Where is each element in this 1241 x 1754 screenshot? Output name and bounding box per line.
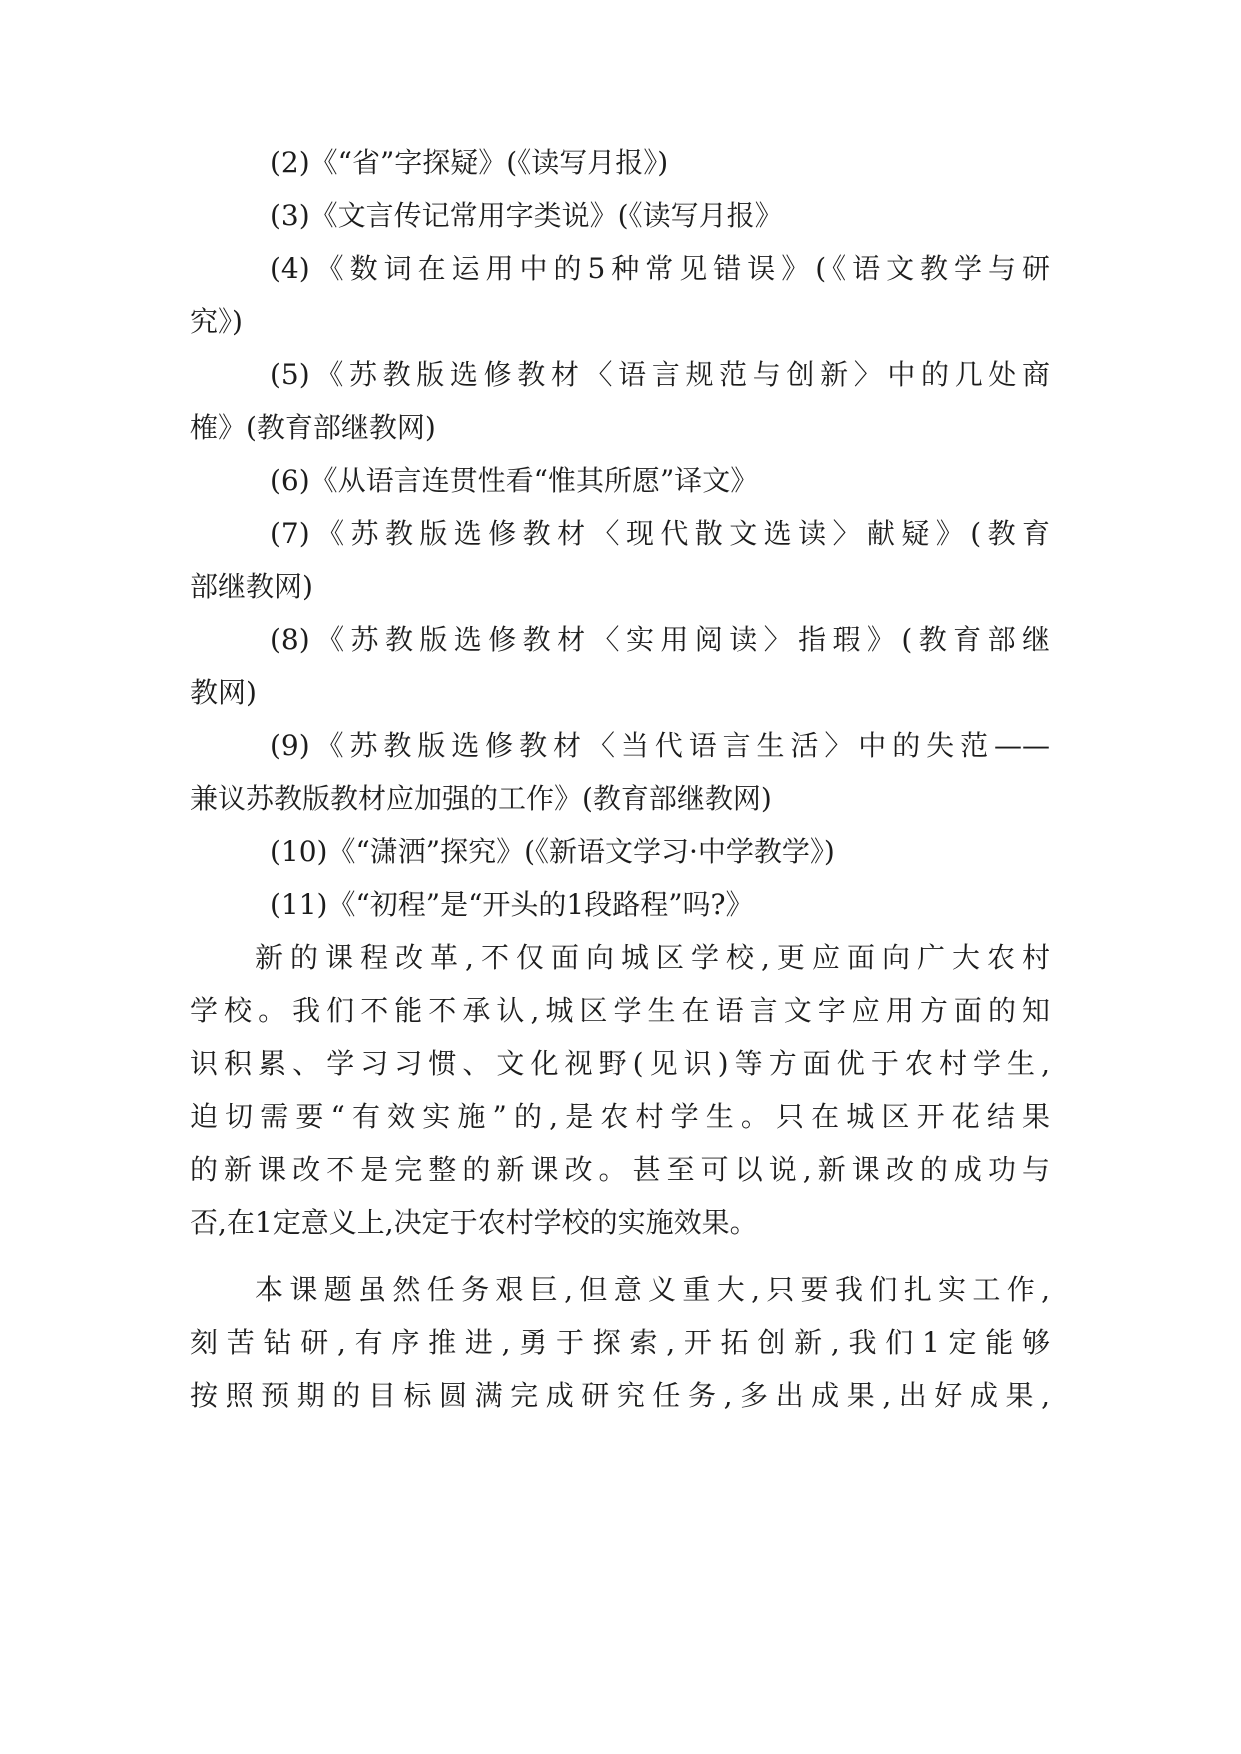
reading-list-item-line: (4)《数词在运用中的5种常见错误》(《语文教学与研 <box>270 252 1050 285</box>
reading-list-item-line: (5)《苏教版选修教材〈语言规范与创新〉中的几处商 <box>270 358 1050 391</box>
reading-list-item-line: (11)《“初程”是“开头的1段路程”吗?》 <box>270 888 754 921</box>
reading-list-item-line: (8)《苏教版选修教材〈实用阅读〉指瑕》(教育部继 <box>270 623 1050 656</box>
paragraph-line: 本课题虽然任务艰巨,但意义重大,只要我们扎实工作, <box>255 1273 1050 1306</box>
reading-list-item-line: (2)《“省”字探疑》(《读写月报》) <box>270 146 669 179</box>
reading-list-item-line: (7)《苏教版选修教材〈现代散文选读〉献疑》(教育 <box>270 517 1050 550</box>
reading-list-item-line: (6)《从语言连贯性看“惟其所愿”译文》 <box>270 464 759 497</box>
reading-list-item-line: 兼议苏教版教材应加强的工作》(教育部继教网) <box>190 782 772 815</box>
paragraph-line: 刻苦钻研,有序推进,勇于探索,开拓创新,我们1定能够 <box>190 1326 1050 1359</box>
paragraph-line: 的新课改不是完整的新课改。甚至可以说,新课改的成功与 <box>190 1153 1050 1186</box>
reading-list-item-line: (10)《“潇洒”探究》(《新语文学习·中学教学》) <box>270 835 835 868</box>
reading-list-item-line: 部继教网) <box>190 570 313 603</box>
paragraph-line: 识积累、学习习惯、文化视野(见识)等方面优于农村学生, <box>190 1047 1050 1080</box>
paragraph-line: 新的课程改革,不仅面向城区学校,更应面向广大农村 <box>255 941 1050 974</box>
paragraph-line: 否,在1定意义上,决定于农村学校的实施效果。 <box>190 1206 758 1239</box>
paragraph-line: 迫切需要“有效实施”的,是农村学生。只在城区开花结果 <box>190 1100 1050 1133</box>
reading-list-item-line: (9)《苏教版选修教材〈当代语言生活〉中的失范—— <box>270 729 1050 762</box>
reading-list-item-line: (3)《文言传记常用字类说》(《读写月报》 <box>270 199 783 232</box>
reading-list-item-line: 究》) <box>190 305 243 338</box>
reading-list-item-line: 榷》(教育部继教网) <box>190 411 436 444</box>
paragraph-line: 按照预期的目标圆满完成研究任务,多出成果,出好成果, <box>190 1379 1050 1412</box>
reading-list-item-line: 教网) <box>190 676 257 709</box>
paragraph-line: 学校。我们不能不承认,城区学生在语言文字应用方面的知 <box>190 994 1050 1027</box>
